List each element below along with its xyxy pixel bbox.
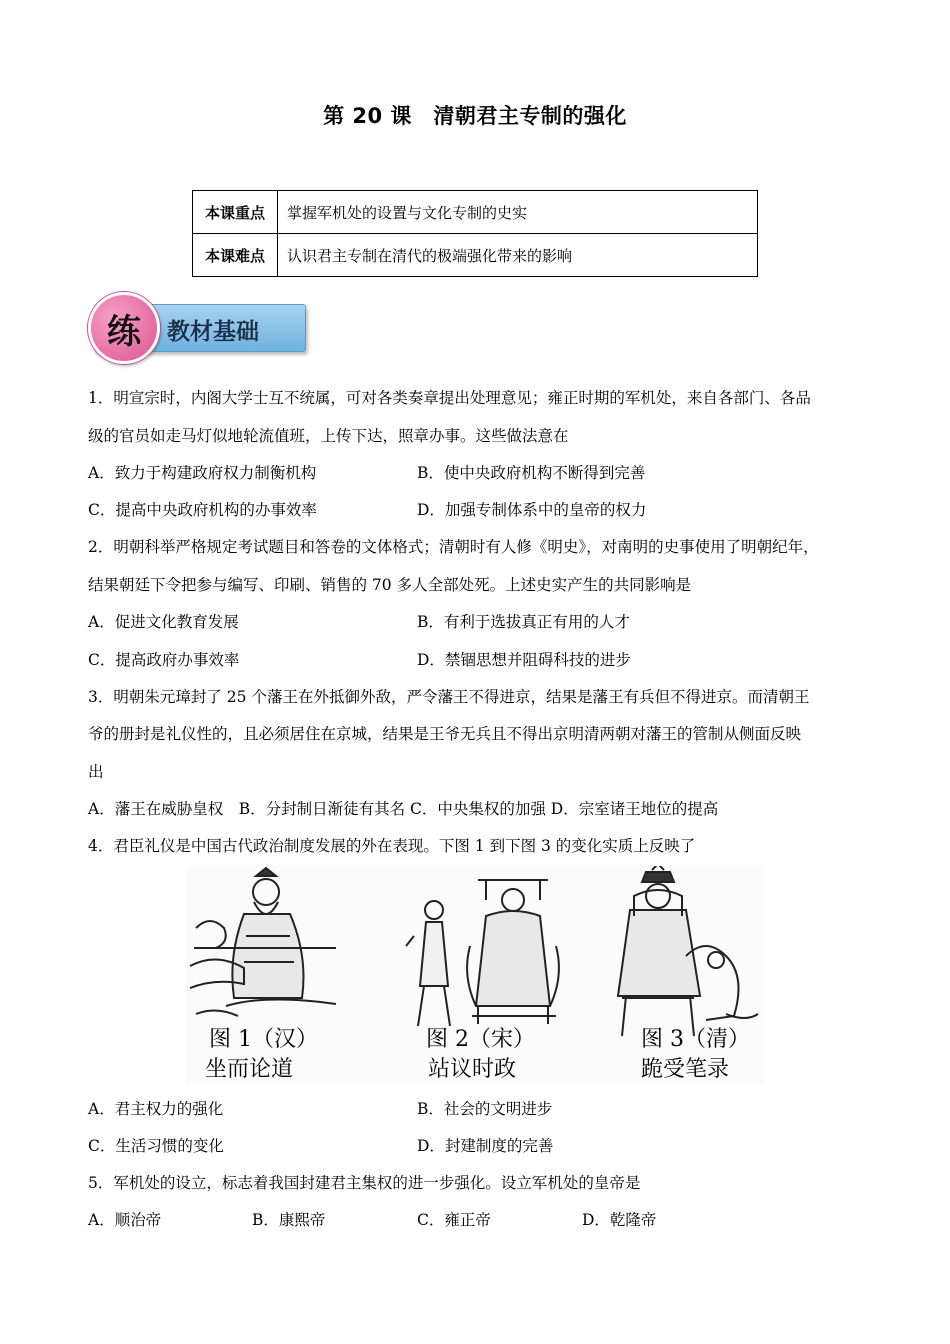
key-text: 认识君主专制在清代的极端强化带来的影响	[278, 234, 758, 277]
q5-stem-line: 5．军机处的设立，标志着我国封建君主集权的进一步强化。设立军机处的皇帝是	[88, 1174, 641, 1192]
q4-stem-line: 4．君臣礼仪是中国古代政治制度发展的外在表现。下图 1 到下图 3 的变化实质上反映了	[88, 837, 696, 855]
q3-stem-line: 3．明朝朱元璋封了 25 个藩王在外抵御外敌，严令藩王不得进京，结果是藩王有兵但不得进京。而清朝王	[88, 688, 810, 706]
q5-option-a: A．顺治帝	[88, 1211, 162, 1229]
figure1-caption-2: 坐而论道	[205, 1057, 294, 1082]
q4-option-c: C．生活习惯的变化	[88, 1137, 224, 1155]
q3-stem-line: 出	[88, 763, 104, 781]
q1-option-b: B．使中央政府机构不断得到完善	[417, 464, 646, 482]
figure2-caption-2: 站议时政	[428, 1057, 517, 1082]
q1-option-c: C．提高中央政府机构的办事效率	[88, 501, 317, 519]
figure1-caption-1: 图 1（汉）	[209, 1027, 318, 1052]
key-row-focus	[193, 191, 758, 234]
figure2-caption-1: 图 2（宋）	[426, 1027, 535, 1052]
q4-option-a: A．君主权力的强化	[88, 1100, 224, 1118]
figure3-caption-1: 图 3（清）	[641, 1027, 750, 1052]
q2-option-a: A．促进文化教育发展	[88, 613, 239, 631]
section-banner	[88, 292, 306, 360]
q2-option-c: C．提高政府办事效率	[88, 651, 240, 669]
key-label: 本课重点	[193, 191, 278, 234]
q2-option-d: D．禁锢思想并阻碍科技的进步	[417, 651, 631, 669]
page-title: 第 20 课 清朝君主专制的强化	[323, 104, 627, 128]
q4-option-b: B．社会的文明进步	[417, 1100, 553, 1118]
key-points-table	[192, 190, 758, 277]
q3-options: A．藩王在威胁皇权 B．分封制日渐徒有其名 C．中央集权的加强 D．宗室诸王地位的提高	[88, 800, 719, 818]
key-row-difficulty	[193, 234, 758, 277]
banner-label: 教材基础	[167, 318, 259, 345]
q2-stem-line: 结果朝廷下令把参与编写、印刷、销售的 70 多人全部处死。上述史实产生的共同影响是	[88, 576, 692, 594]
q5-option-c: C．雍正帝	[417, 1211, 491, 1229]
q1-option-d: D．加强专制体系中的皇帝的权力	[417, 501, 647, 519]
q2-stem-line: 2．明朝科举严格规定考试题目和答卷的文体格式；清朝时有人修《明史》，对南明的史事使用了明朝纪年，	[88, 538, 819, 556]
q1-stem-line: 级的官员如走马灯似地轮流值班，上传下达，照章办事。这些做法意在	[88, 427, 569, 445]
figure3-caption-2: 跪受笔录	[641, 1057, 730, 1082]
q4-option-d: D．封建制度的完善	[417, 1137, 554, 1155]
banner-badge: 练	[88, 292, 160, 364]
key-text: 掌握军机处的设置与文化专制的史实	[278, 191, 758, 234]
q1-option-a: A．致力于构建政府权力制衡机构	[88, 464, 317, 482]
q2-option-b: B．有利于选拔真正有用的人才	[417, 613, 630, 631]
q5-option-b: B．康熙帝	[252, 1211, 326, 1229]
key-label: 本课难点	[193, 234, 278, 277]
q5-option-d: D．乾隆帝	[582, 1211, 657, 1229]
q3-stem-line: 爷的册封是礼仪性的，且必须居住在京城，结果是王爷无兵且不得出京明清两朝对藩王的管制从侧面反映	[88, 725, 802, 743]
q1-stem-line: 1．明宣宗时，内阁大学士互不统属，可对各类奏章提出处理意见；雍正时期的军机处，来自各部门、各品	[88, 389, 811, 407]
